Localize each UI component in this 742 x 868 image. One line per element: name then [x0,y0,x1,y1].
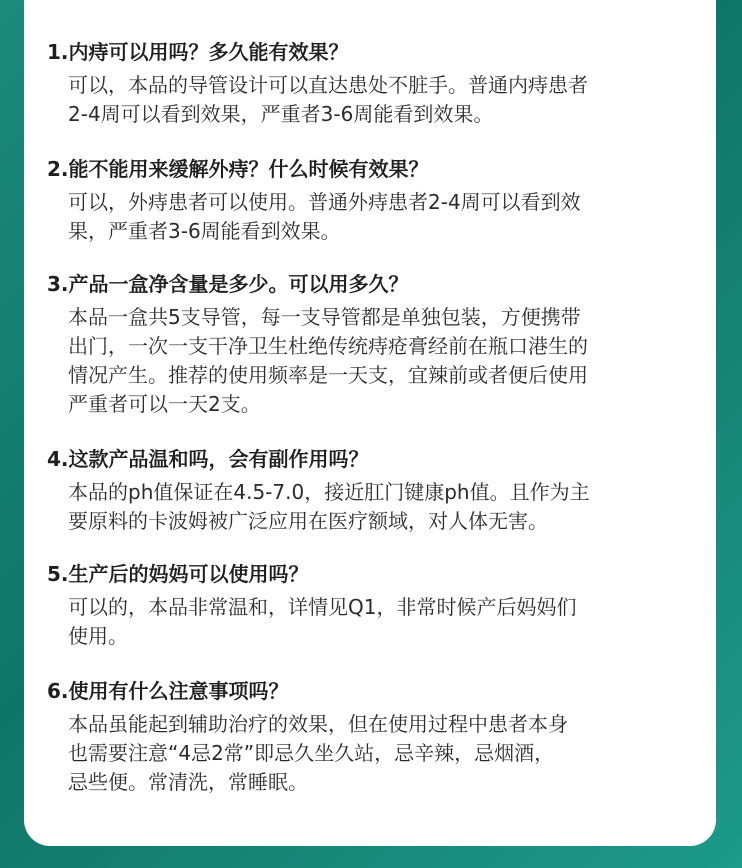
faq-item-4 [47,445,696,536]
faq-item-3 [47,270,696,419]
faq-answer-5-line-2: 使用。 [68,624,128,648]
faq-answer-2-line-2: 果，严重者3-6周能看到效果。 [68,219,341,243]
faq-answer-4 [68,478,680,536]
faq-answer-3-line-4: 严重者可以一天2支。 [68,392,261,416]
faq-answer-2-line-1: 可以，外痔患者可以使用。普通外痔患者2-4周可以看到效 [68,190,581,214]
faq-answer-6 [68,710,680,797]
faq-question-6: 6.使用有什么注意事项吗？ [47,679,289,703]
faq-answer-3-line-3: 情况产生。推荐的使用频率是一天支，宜辣前或者便后使用 [68,363,588,387]
faq-answer-5-line-1: 可以的，本品非常温和，详情见Q1，非常时候产后妈妈们 [68,595,577,619]
faq-question-2: 2.能不能用来缓解外痔？什么时候有效果？ [47,157,429,181]
faq-answer-3-line-2: 出门，一次一支干净卫生杜绝传统痔疮膏经前在瓶口港生的 [68,334,588,358]
faq-answer-2 [68,188,680,246]
faq-answer-6-line-1: 本品虽能起到辅助治疗的效果，但在使用过程中患者本身 [68,712,568,736]
faq-item-1 [47,38,696,129]
faq-question-1: 1.内痔可以用吗？多久能有效果？ [47,40,349,64]
faq-answer-1-line-1: 可以，本品的导管设计可以直达患处不脏手。普通内痔患者 [68,73,588,97]
faq-item-6 [47,677,696,797]
faq-answer-1 [68,71,680,129]
faq-question-5: 5.生产后的妈妈可以使用吗？ [47,562,309,586]
faq-answer-3 [68,303,680,419]
faq-answer-1-line-2: 2-4周可以看到效果，严重者3-6周能看到效果。 [68,102,494,126]
faq-answer-4-line-2: 要原料的卡波姆被广泛应用在医疗额域，对人体无害。 [68,509,548,533]
faq-card [24,0,716,846]
faq-answer-4-line-1: 本品的ph值保证在4.5-7.0，接近肛门键康ph值。且作为主 [68,480,590,504]
faq-answer-5 [68,593,680,651]
faq-answer-6-line-2: 也需要注意“4忌2常”即忌久坐久站，忌辛辣，忌烟酒， [68,741,555,765]
faq-question-3: 3.产品一盒净含量是多少。可以用多久？ [47,272,409,296]
faq-item-2 [47,155,696,246]
faq-item-5 [47,560,696,651]
faq-answer-6-line-3: 忌些便。常清洗，常睡眠。 [68,770,308,794]
faq-question-4: 4.这款产品温和吗，会有副作用吗？ [47,447,369,471]
faq-answer-3-line-1: 本品一盒共5支导管，每一支导管都是单独包装，方便携带 [68,305,581,329]
